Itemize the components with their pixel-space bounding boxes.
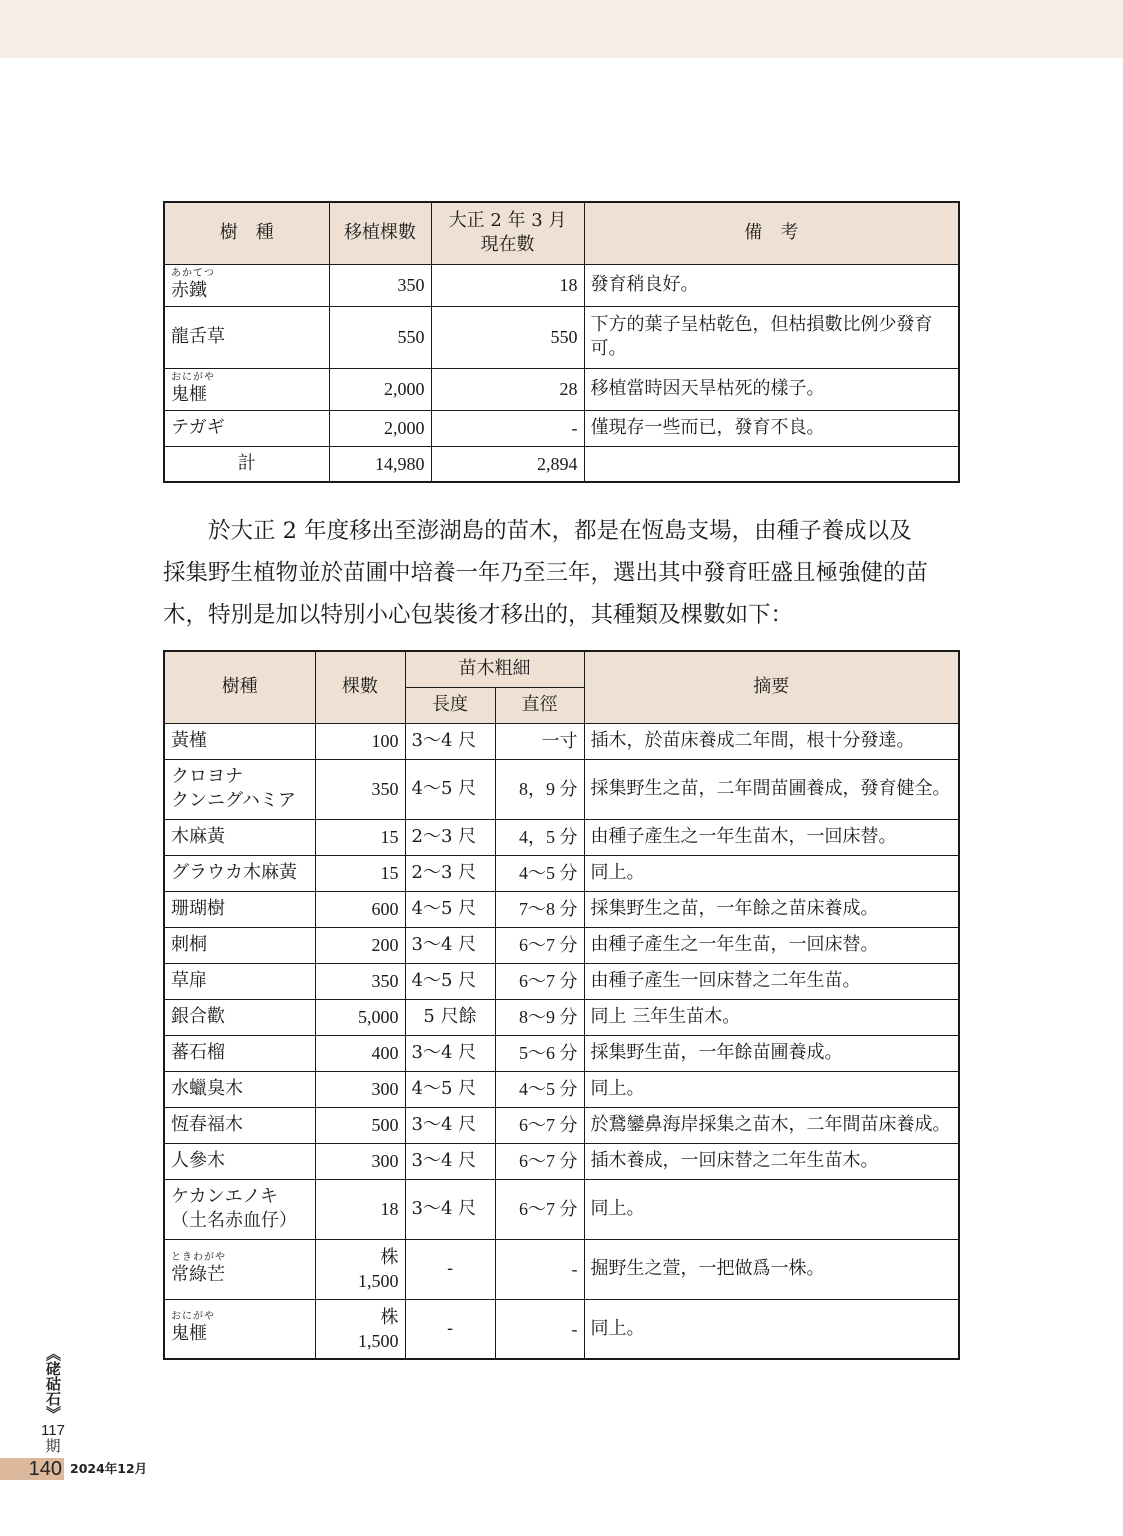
count-cell xyxy=(315,759,405,819)
length-cell: 4～5 尺 xyxy=(405,963,495,999)
species-cell xyxy=(164,759,315,819)
diameter-cell: 8，9 分 xyxy=(495,759,584,819)
paragraph-line: 於大正 2 年度移出至澎湖島的苗木，都是在恆島支場，由種子養成以及 xyxy=(208,518,912,544)
length-cell: 4～5 尺 xyxy=(405,1071,495,1107)
summary-cell: 插木，於苗床養成二年間，根十分發達。 xyxy=(584,723,959,759)
species-cell xyxy=(164,723,315,759)
header-current xyxy=(431,202,584,264)
summary-cell: 於鵞鑾鼻海岸採集之苗木，二年間苗床養成。 xyxy=(584,1107,959,1143)
table-row xyxy=(164,1239,959,1299)
count-cell xyxy=(315,855,405,891)
planted-count: 550 xyxy=(329,306,431,368)
length-cell: 5 尺餘 xyxy=(405,999,495,1035)
table-row xyxy=(164,891,959,927)
species-cell xyxy=(164,368,329,410)
current-count: 18 xyxy=(431,264,584,306)
species-cell xyxy=(164,819,315,855)
count-value: 400 xyxy=(371,1043,399,1063)
count-value: 500 xyxy=(371,1115,399,1135)
species-name: 人參木 xyxy=(171,1150,225,1171)
count-value: 1,500 xyxy=(358,1271,399,1291)
species-name: 刺桐 xyxy=(171,934,207,955)
issue-suffix: 期 xyxy=(45,1438,61,1455)
species-name: 鬼榧 xyxy=(171,1323,207,1345)
count-cell xyxy=(315,819,405,855)
length-cell: 4～5 尺 xyxy=(405,759,495,819)
count-value: 300 xyxy=(371,1079,399,1099)
current-count: 550 xyxy=(431,306,584,368)
species-cell xyxy=(164,1035,315,1071)
table-row xyxy=(164,410,959,446)
remark: 下方的葉子呈枯乾色，但枯損數比例少發育可。 xyxy=(584,306,959,368)
summary-cell: 同上。 xyxy=(584,1299,959,1359)
count-value: 15 xyxy=(380,863,399,883)
count-unit: 株 xyxy=(380,1247,399,1267)
species-cell xyxy=(164,306,329,368)
transplant-table xyxy=(163,201,960,483)
header-count: 棵數 xyxy=(315,651,405,723)
issue-value: 117 xyxy=(41,1422,65,1439)
count-cell xyxy=(315,1107,405,1143)
summary-cell: 採集野生之苗，一年餘之苗床養成。 xyxy=(584,891,959,927)
species-name: 蕃石榴 xyxy=(171,1042,225,1063)
planted-count: 2,000 xyxy=(329,368,431,410)
diameter-cell: 4，5 分 xyxy=(495,819,584,855)
summary-cell: 同上 三年生苗木。 xyxy=(584,999,959,1035)
remark: 移植當時因天旱枯死的樣子。 xyxy=(584,368,959,410)
summary-cell: 同上。 xyxy=(584,855,959,891)
header-current-line1: 大正 2 年 3 月 xyxy=(448,210,567,232)
ruby-reading: ときわがや xyxy=(171,1251,226,1263)
species-name: 鬼榧 xyxy=(171,383,207,405)
table-row xyxy=(164,999,959,1035)
header-summary: 摘要 xyxy=(584,651,959,723)
length-cell: 2～3 尺 xyxy=(405,855,495,891)
count-value: 350 xyxy=(371,971,399,991)
seedling-table xyxy=(163,650,960,1360)
species-name: 水蠟臭木 xyxy=(171,1078,243,1099)
count-cell xyxy=(315,1071,405,1107)
summary-cell: 由種子產生之一年生苗木，一回床替。 xyxy=(584,819,959,855)
diameter-cell: 6～7 分 xyxy=(495,1107,584,1143)
species-name-line2: （土名赤血仔） xyxy=(171,1210,297,1231)
count-value: 18 xyxy=(380,1199,399,1219)
table-row xyxy=(164,1035,959,1071)
total-note xyxy=(584,446,959,482)
count-value: 600 xyxy=(371,899,399,919)
header-length: 長度 xyxy=(405,687,495,723)
total-planted: 14,980 xyxy=(329,446,431,482)
species-cell xyxy=(164,410,329,446)
header-current-line2: 現在數 xyxy=(480,234,535,256)
species-cell xyxy=(164,1071,315,1107)
length-cell: - xyxy=(405,1239,495,1299)
diameter-cell: - xyxy=(495,1299,584,1359)
total-row xyxy=(164,446,959,482)
species-cell xyxy=(164,999,315,1035)
count-cell xyxy=(315,999,405,1035)
diameter-cell: 5～6 分 xyxy=(495,1035,584,1071)
count-cell xyxy=(315,1179,405,1239)
table-row xyxy=(164,723,959,759)
length-cell: 3～4 尺 xyxy=(405,927,495,963)
count-cell xyxy=(315,1239,405,1299)
species-name: ケカンエノキ xyxy=(171,1186,278,1207)
count-value: 300 xyxy=(371,1151,399,1171)
species-name: 恆春福木 xyxy=(171,1114,243,1135)
planted-count: 350 xyxy=(329,264,431,306)
table-row xyxy=(164,264,959,306)
body-paragraph xyxy=(163,510,963,636)
diameter-cell: 6～7 分 xyxy=(495,1179,584,1239)
count-value: 200 xyxy=(371,935,399,955)
count-value: 5,000 xyxy=(358,1007,399,1027)
species-cell xyxy=(164,963,315,999)
length-cell: 4～5 尺 xyxy=(405,891,495,927)
diameter-cell: 4～5 分 xyxy=(495,1071,584,1107)
length-cell: 3～4 尺 xyxy=(405,723,495,759)
page-number-band xyxy=(0,1458,64,1480)
footer-row xyxy=(0,1458,147,1480)
diameter-cell: 7～8 分 xyxy=(495,891,584,927)
header-remarks: 備 考 xyxy=(584,202,959,264)
journal-title: 《硓𥑮石》 xyxy=(44,1346,62,1421)
species-cell xyxy=(164,1299,315,1359)
diameter-cell: 一寸 xyxy=(495,723,584,759)
table-row xyxy=(164,927,959,963)
count-value: 100 xyxy=(371,731,399,751)
table-row xyxy=(164,819,959,855)
remark: 僅現存一些而已，發育不良。 xyxy=(584,410,959,446)
species-cell xyxy=(164,1239,315,1299)
count-cell xyxy=(315,1299,405,1359)
paragraph-line: 木，特別是加以特別小心包裝後才移出的，其種類及棵數如下： xyxy=(163,602,794,628)
remark: 發育稍良好。 xyxy=(584,264,959,306)
publication-date: 2024年12月 xyxy=(70,1461,148,1476)
summary-cell: 採集野生之苗，二年間苗圃養成，發育健全。 xyxy=(584,759,959,819)
diameter-cell: 6～7 分 xyxy=(495,927,584,963)
species-name: テガギ xyxy=(171,417,225,438)
total-label: 計 xyxy=(164,446,329,482)
header-size-group: 苗木粗細 xyxy=(405,651,584,687)
species-name: 赤鐵 xyxy=(171,279,207,301)
count-value: 15 xyxy=(380,827,399,847)
species-name: グラウカ木麻黃 xyxy=(171,862,297,883)
ruby-reading: おにがや xyxy=(171,371,215,383)
count-value: 1,500 xyxy=(358,1330,399,1351)
table-row xyxy=(164,306,959,368)
summary-cell: 由種子產生一回床替之二年生苗。 xyxy=(584,963,959,999)
table-row xyxy=(164,1299,959,1359)
ruby-reading: あかてつ xyxy=(171,267,215,279)
species-name: 黃槿 xyxy=(171,730,207,751)
table-row xyxy=(164,1071,959,1107)
summary-cell: 同上。 xyxy=(584,1071,959,1107)
species-cell xyxy=(164,1107,315,1143)
diameter-cell: 6～7 分 xyxy=(495,963,584,999)
species-name: 珊瑚樹 xyxy=(171,898,225,919)
count-value: 350 xyxy=(371,779,399,799)
species-cell xyxy=(164,264,329,306)
current-count: - xyxy=(431,410,584,446)
species-name: 常綠芒 xyxy=(171,1263,225,1285)
summary-cell: 由種子產生之一年生苗，一回床替。 xyxy=(584,927,959,963)
species-name: 木麻黃 xyxy=(171,826,225,847)
table-row xyxy=(164,1143,959,1179)
length-cell: 3～4 尺 xyxy=(405,1143,495,1179)
count-unit: 株 xyxy=(380,1306,399,1327)
table-row xyxy=(164,1179,959,1239)
species-cell xyxy=(164,927,315,963)
table-row xyxy=(164,963,959,999)
summary-cell: 採集野生苗，一年餘苗圃養成。 xyxy=(584,1035,959,1071)
header-species: 樹種 xyxy=(164,651,315,723)
journal-side-block xyxy=(30,1346,76,1455)
header-species: 樹 種 xyxy=(164,202,329,264)
paragraph-line: 採集野生植物並於苗圃中培養一年乃至三年，選出其中發育旺盛且極強健的苗 xyxy=(163,560,929,586)
species-name: 銀合歡 xyxy=(171,1006,225,1027)
header-band xyxy=(0,0,1123,58)
table-header-row xyxy=(164,651,959,687)
ruby-reading: おにがや xyxy=(171,1311,215,1323)
diameter-cell: - xyxy=(495,1239,584,1299)
species-cell xyxy=(164,891,315,927)
diameter-cell: 8～9 分 xyxy=(495,999,584,1035)
count-cell xyxy=(315,963,405,999)
header-planted: 移植棵數 xyxy=(329,202,431,264)
length-cell: 3～4 尺 xyxy=(405,1035,495,1071)
length-cell: 2～3 尺 xyxy=(405,819,495,855)
summary-cell: 掘野生之萱，一把做爲一株。 xyxy=(584,1239,959,1299)
length-cell: 3～4 尺 xyxy=(405,1107,495,1143)
species-name-line2: クンニグハミア xyxy=(171,790,296,811)
table-row xyxy=(164,759,959,819)
length-cell: - xyxy=(405,1299,495,1359)
diameter-cell: 4～5 分 xyxy=(495,855,584,891)
species-name: クロヨナ xyxy=(171,766,243,787)
summary-cell: 同上。 xyxy=(584,1179,959,1239)
table-row xyxy=(164,368,959,410)
planted-count: 2,000 xyxy=(329,410,431,446)
species-cell xyxy=(164,1179,315,1239)
count-cell xyxy=(315,723,405,759)
species-cell xyxy=(164,1143,315,1179)
table-header-row xyxy=(164,202,959,264)
issue-number xyxy=(41,1423,65,1455)
length-cell: 3～4 尺 xyxy=(405,1179,495,1239)
diameter-cell: 6～7 分 xyxy=(495,1143,584,1179)
species-cell xyxy=(164,855,315,891)
current-count: 28 xyxy=(431,368,584,410)
header-diameter: 直徑 xyxy=(495,687,584,723)
count-cell xyxy=(315,927,405,963)
species-name: 草扉 xyxy=(171,970,207,991)
count-cell xyxy=(315,891,405,927)
count-cell xyxy=(315,1035,405,1071)
count-cell xyxy=(315,1143,405,1179)
total-current: 2,894 xyxy=(431,446,584,482)
summary-cell: 插木養成，一回床替之二年生苗木。 xyxy=(584,1143,959,1179)
table-row xyxy=(164,855,959,891)
species-name: 龍舌草 xyxy=(171,326,225,347)
page-number: 140 xyxy=(28,1458,62,1480)
table-row xyxy=(164,1107,959,1143)
